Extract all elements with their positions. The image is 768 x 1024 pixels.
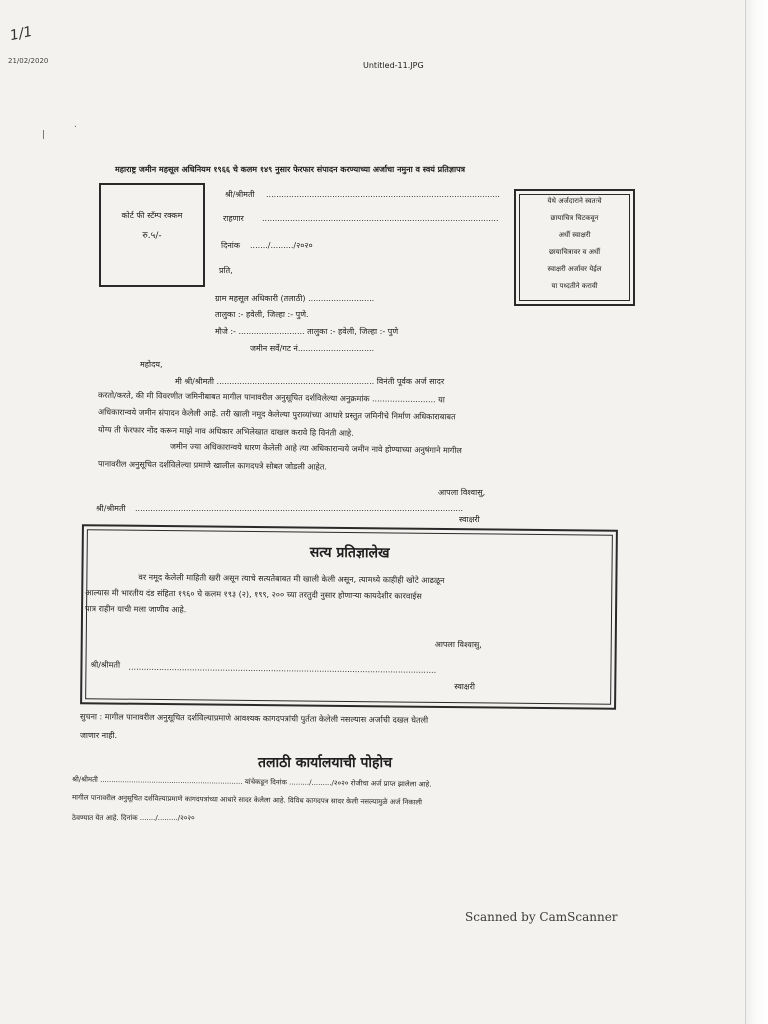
affidavit-closing: आपला विश्वासु, bbox=[434, 639, 482, 650]
note-line1: सुचना : मागील पानावरील अनुसूचित दर्शविल्याप्रमाणे आवश्यक कागदपत्रांची पुर्तता केलेली नसल्यास अर्जाची दखल घेतली bbox=[79, 712, 429, 725]
photo-box-line: छायाचित्रावर व अर्धी bbox=[548, 248, 601, 256]
stamp-box-amount: रु.५/- bbox=[142, 231, 162, 241]
salutation: महोदय, bbox=[140, 360, 163, 369]
affidavit-line2: आल्यास मी भारतीय दंड संहिता १९६० चे कलम १९३ (२), १९९, २०० च्या तरतुदी नुसार होणाऱ्या कायदेशीर कारवाईस bbox=[85, 588, 422, 601]
photo-placeholder-box bbox=[514, 189, 635, 306]
recipient-talathi: ग्राम महसूल अधिकारी (तलाठी) .......................... bbox=[215, 294, 375, 303]
affidavit-signatory-name-label: श्री/श्रीमती bbox=[90, 660, 121, 670]
court-fee-stamp-box bbox=[99, 183, 205, 287]
applicant-address-dots: ............................................................................................. bbox=[262, 214, 499, 223]
recipient-taluka: तालुका :- हवेली, जिल्हा :- पुणे. bbox=[215, 310, 309, 319]
signature-label: स्वाक्षरी bbox=[459, 515, 480, 524]
recipient-survey-number: जमीन सर्वे/गट नं.............................. bbox=[250, 344, 375, 353]
application-date-label: दिनांक bbox=[221, 241, 240, 250]
handwritten-corner-date: 21/02/2020 bbox=[8, 57, 49, 65]
affidavit-signature-label: स्वाक्षरी bbox=[454, 682, 476, 692]
closing-yours-faithfully: आपला विश्वासु, bbox=[438, 488, 486, 497]
note-line2: जाणार नाही. bbox=[80, 731, 118, 740]
affidavit-title: सत्य प्रतिज्ञालेख bbox=[309, 544, 390, 562]
photo-box-line: स्वाक्षरी अर्जावर येईल bbox=[547, 265, 602, 273]
body-para1-line4: योग्य ती फेरफार नोंद करून माझे नाव अधिकार अभिलेखात दाखल करावे हि विनंती आहे. bbox=[97, 425, 354, 438]
scan-speck: . bbox=[74, 120, 77, 130]
recipient-village: मौजे :- .......................... तालुका :- हवेली, जिल्हा :- पुणे bbox=[215, 327, 399, 336]
form-title: महाराष्ट्र जमीन महसूल अधिनियम १९६६ चे कलम १४९ नुसार फेरफार संपादन करण्याच्या अर्जाचा नमुना व स्वयं प्रतिज्ञापत्र bbox=[115, 165, 466, 174]
affidavit-line3: पात्र राहीन याची मला जाणीव आहे. bbox=[85, 604, 187, 615]
body-para2-line1: जमीन ज्या अधिकारान्वये धारण केलेली आहे त्या अधिकारान्वये जमीन नावे होण्याच्या अनुषंगाने मागील bbox=[169, 441, 462, 456]
applicant-address-label: राहणार bbox=[223, 214, 244, 223]
affidavit-signatory-name-dots: ......................................................................................................................... bbox=[128, 662, 437, 675]
handwritten-corner-mark: 1/1 bbox=[8, 23, 34, 45]
receipt-line3: ठेवण्यात येत आहे. दिनांक ......./........./२०२० bbox=[72, 814, 195, 822]
body-para1-line1: मी श्री/श्रीमती .............................................................. विनंती पूर्वक अर्ज सादर bbox=[175, 377, 445, 386]
signatory-name-label: श्री/श्रीमती bbox=[96, 504, 126, 513]
body-para2-line2: पानावरील अनुसूचित दर्शविलेल्या प्रमाणे खालील कागदपत्रे सोबत जोडली आहेत. bbox=[97, 459, 327, 472]
camscanner-watermark: Scanned by CamScanner bbox=[465, 910, 618, 924]
photo-box-line: या पध्दतीने करावी bbox=[551, 282, 598, 290]
image-filename: Untitled-11.JPG bbox=[363, 61, 424, 70]
to-label: प्रति, bbox=[219, 266, 233, 275]
photo-box-line: येथे अर्जदाराने स्वतःचे bbox=[547, 197, 602, 205]
photo-box-line: अर्धी स्वाक्षरी bbox=[558, 231, 591, 239]
body-para1-line2: करतो/करते, की मी विवरणीत जमिनीबाबत मागील पानावरील अनुसूचित दर्शविलेल्या अनुक्रमांक ......................... या bbox=[97, 390, 445, 405]
affidavit-box bbox=[80, 524, 618, 710]
scan-speck: | bbox=[42, 130, 46, 140]
scan-page-edge bbox=[745, 0, 768, 1024]
receipt-title: तलाठी कार्यालयाची पोहोच bbox=[258, 755, 393, 771]
signatory-name-dots: ................................................................................................................................. bbox=[135, 504, 464, 513]
applicant-name-dots: ............................................................................................ bbox=[266, 190, 500, 199]
receipt-line1: श्री/श्रीमती ................................................................ यांचेकडून दिनांक ........./........./२०२० रोजीचा अर्ज प्राप्त झालेला आहे. bbox=[71, 775, 432, 789]
body-para1-line3: अधिकारान्वये जमीन संपादन केलेली आहे. तरी खाली नमूद केलेल्या पुराव्यांच्या आधारे प्रस्तुत जमिनीचे निर्माण अधिकाराबाबत bbox=[97, 407, 456, 422]
affidavit-line1: वर नमूद केलेली माहिती खरी असून त्याचे सत्यतेबाबत मी खाली केली असून, त्यामध्ये काहीही खोटे आढळून bbox=[138, 572, 445, 585]
stamp-box-label: कोर्ट फी स्टॅम्प रक्कम bbox=[121, 211, 183, 220]
application-date-value: ......./........./२०२० bbox=[250, 241, 313, 250]
photo-box-line: छायाचित्र चिटकवून bbox=[550, 214, 599, 222]
applicant-name-label: श्री/श्रीमती bbox=[225, 190, 255, 199]
receipt-line2: मागील पानावरील अनुसूचित दर्शविल्याप्रमाणे कागदपत्रांच्या आधारे सादर केलेला आहे. विविध कागदपत्र सादर केली नसल्यामुळे अर्ज निकाली bbox=[71, 793, 423, 807]
